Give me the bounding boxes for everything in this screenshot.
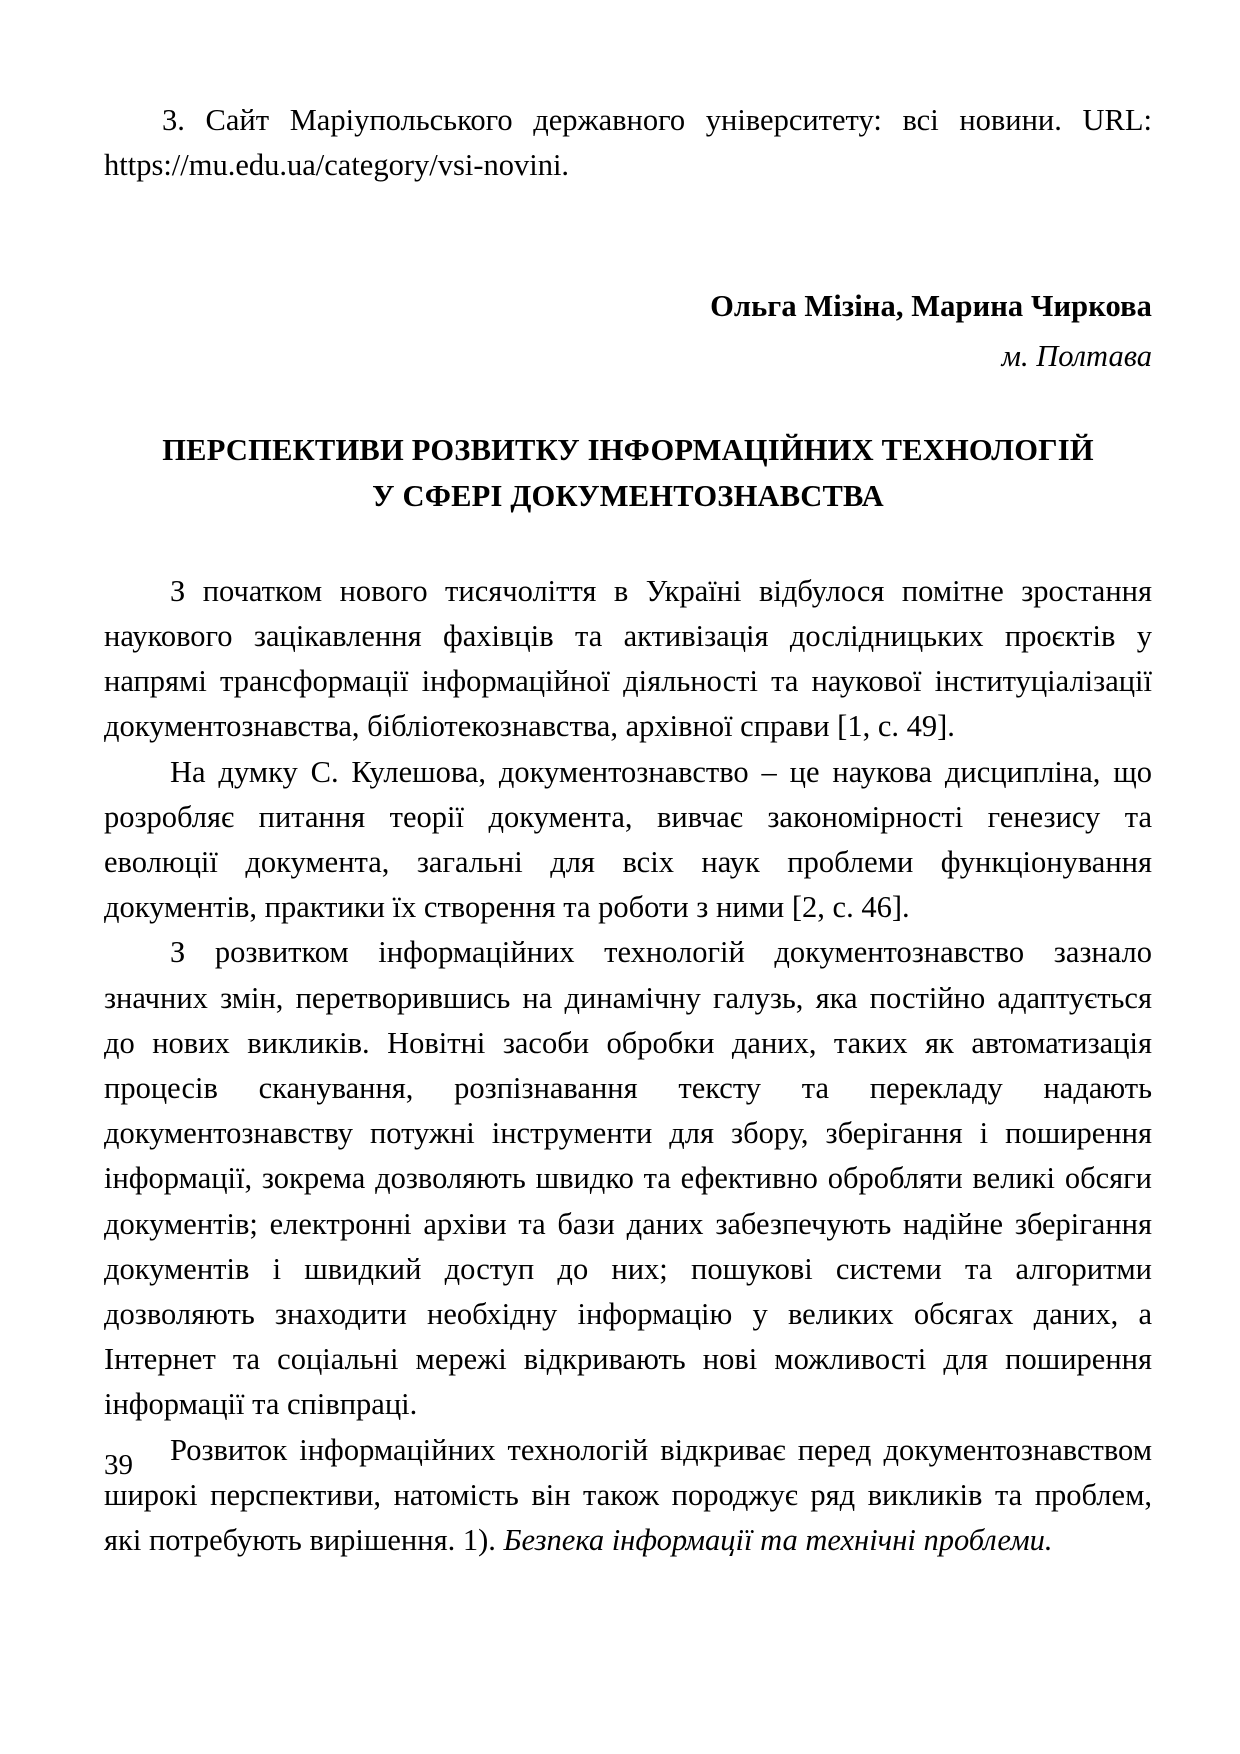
spacer-after-title: [104, 519, 1152, 569]
article-title-line-2: У СФЕРІ ДОКУМЕНТОЗНАВСТВА: [372, 478, 884, 513]
body-paragraph-4-emphasis: Безпека інформації та технічні проблеми.: [503, 1523, 1053, 1558]
article-title-line-1: ПЕРСПЕКТИВИ РОЗВИТКУ ІНФОРМАЦІЙНИХ ТЕХНОЛОГІЙ: [162, 432, 1094, 467]
reference-list-item: 3. Сайт Маріупольського державного університету: всі новини. URL: https://mu.edu.ua/category/vsi-novini.: [104, 103, 1152, 183]
spacer-after-references: [104, 188, 1152, 284]
article-title: [104, 427, 1152, 519]
body-paragraph-4-lead: Розвиток інформаційних технологій відкриває перед документознавством широкі перспективи, натомість він також породжує ряд викликів та проблем, які потребують вирішення. 1).: [104, 1432, 1152, 1558]
page-content: [104, 98, 1152, 1563]
author-city: м. Полтава: [1001, 338, 1152, 373]
author-names: Ольга Мізіна, Марина Чиркова: [710, 289, 1152, 324]
body-paragraph-1: З початком нового тисячоліття в Україні відбулося помітне зростання наукового зацікавлення фахівців та активізація дослідницьких проєктів у напрямі трансформації інформаційної діяльності та наукової інституціалізації документознавства, бібліотекознавства, архівної справи [1, с. 49].: [104, 573, 1152, 744]
body-paragraph-4: [104, 1428, 1152, 1564]
page-number: 39: [104, 1449, 133, 1481]
body-paragraph-2: На думку С. Кулешова, документознавство – це наукова дисципліна, що розробляє питання теорії документа, вивчає закономірності генезису та еволюції документа, загальні для всіх наук проблеми функціонування документів, практики їх створення та роботи з ними [2, с. 46].: [104, 754, 1152, 925]
spacer-after-byline: [104, 379, 1152, 427]
body-paragraph-3: З розвитком інформаційних технологій документознавство зазнало значних змін, перетворившись на динамічну галузь, яка постійно адаптується до нових викликів. Новітні засоби обробки даних, таких як автоматизація процесів сканування, розпізнавання тексту та перекладу надають документознавству потужні інструменти для збору, зберігання і поширення інформації, зокрема дозволяють швидко та ефективно обробляти великі обсяги документів; електронні архіви та бази даних забезпечують надійне зберігання документів і швидкий доступ до них; пошукові системи та алгоритми дозволяють знаходити необхідну інформацію у великих обсягах даних, а Інтернет та соціальні мережі відкривають нові можливості для поширення інформації та співпраці.: [104, 935, 1152, 1422]
